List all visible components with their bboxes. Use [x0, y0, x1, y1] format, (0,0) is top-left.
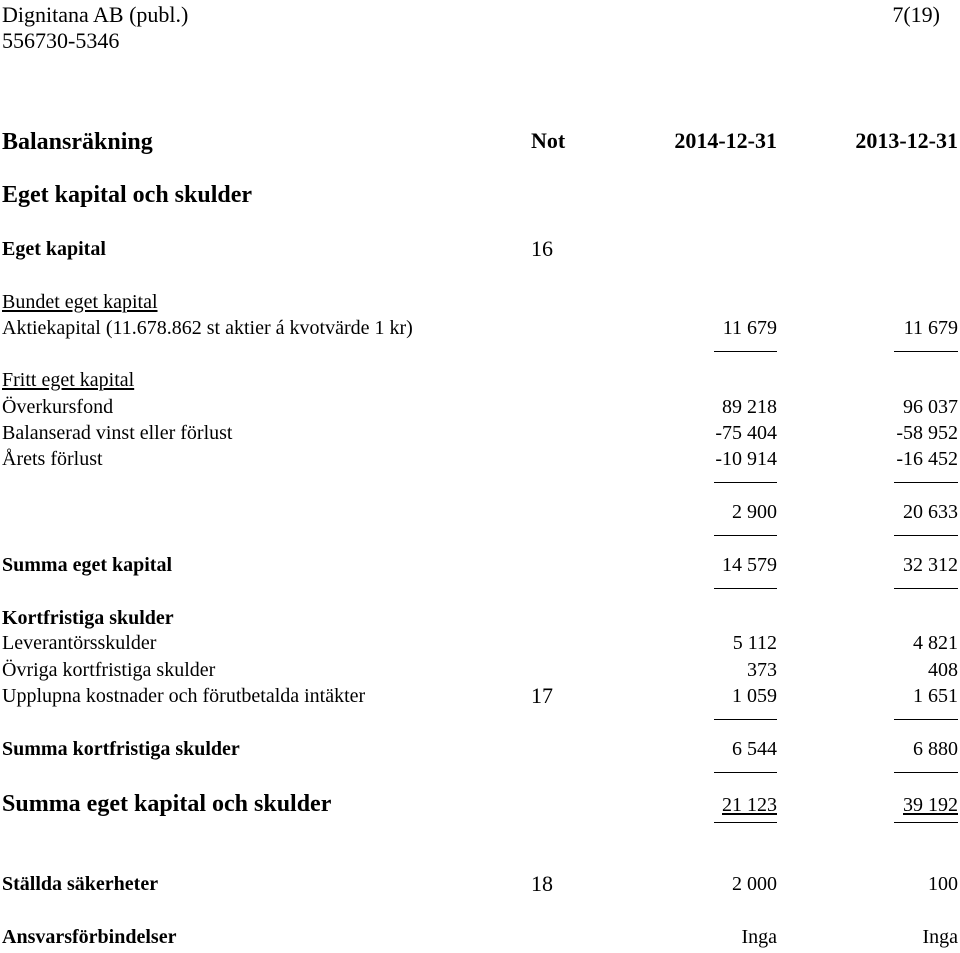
rule-2013: [894, 588, 958, 589]
share-premium-label: Överkursfond: [2, 396, 114, 418]
restricted-equity-label: Bundet eget kapital: [2, 291, 158, 313]
double-rule-2013: [894, 822, 958, 823]
accrued-expenses-2014: 1 059: [732, 685, 777, 707]
rule-2014: [714, 351, 777, 352]
rule-2013: [894, 482, 958, 483]
page-number: 7(19): [892, 2, 940, 27]
retained-earnings-label: Balanserad vinst eller förlust: [2, 422, 233, 444]
contingent-liabilities-label: Ansvarsförbindelser: [2, 926, 177, 948]
suppliers-2013: 4 821: [913, 632, 958, 654]
other-liabilities-label: Övriga kortfristiga skulder: [2, 659, 216, 681]
accrued-expenses-note: 17: [531, 683, 553, 708]
other-liabilities-2014: 373: [747, 659, 777, 681]
equity-label: Eget kapital: [2, 238, 106, 260]
accrued-expenses-label: Upplupna kostnader och förutbetalda intäkter: [2, 685, 366, 707]
rule-2013: [894, 719, 958, 720]
total-equity-2013: 32 312: [903, 554, 958, 576]
contingent-liabilities-2014: Inga: [741, 926, 777, 948]
double-rule-2014: [714, 822, 777, 823]
rule-2013: [894, 351, 958, 352]
total-short-term-label: Summa kortfristiga skulder: [2, 738, 240, 760]
share-capital-label: Aktiekapital (11.678.862 st aktier á kvotvärde 1 kr): [2, 317, 413, 339]
total-equity-label: Summa eget kapital: [2, 554, 172, 576]
rule-2014: [714, 535, 777, 536]
equity-note: 16: [531, 236, 553, 261]
page-title: Balansräkning: [2, 129, 153, 155]
year-loss-label: Årets förlust: [2, 448, 103, 470]
free-equity-label: Fritt eget kapital: [2, 369, 135, 391]
rule-2014: [714, 772, 777, 773]
note-column-header: Not: [531, 128, 566, 153]
share-capital-2013: 11 679: [903, 317, 958, 339]
section-title: Eget kapital och skulder: [2, 182, 253, 208]
retained-earnings-2014: -75 404: [715, 422, 777, 444]
total-short-term-2013: 6 880: [913, 738, 958, 760]
rule-2013: [894, 772, 958, 773]
free-equity-total-2014: 2 900: [732, 501, 777, 523]
year-loss-2014: -10 914: [715, 448, 777, 470]
rule-2013: [894, 535, 958, 536]
other-liabilities-2013: 408: [928, 659, 958, 681]
share-premium-2014: 89 218: [722, 396, 777, 418]
pledged-assets-label: Ställda säkerheter: [2, 873, 159, 895]
suppliers-label: Leverantörsskulder: [2, 632, 157, 654]
free-equity-total-2013: 20 633: [903, 501, 958, 523]
company-name: Dignitana AB (publ.): [2, 2, 189, 27]
total-short-term-2014: 6 544: [732, 738, 777, 760]
share-premium-2013: 96 037: [903, 396, 958, 418]
pledged-assets-note: 18: [531, 871, 553, 896]
pledged-assets-2014: 2 000: [732, 873, 777, 895]
retained-earnings-2013: -58 952: [896, 422, 958, 444]
rule-2014: [714, 588, 777, 589]
grand-total-label: Summa eget kapital och skulder: [2, 791, 332, 817]
org-number: 556730-5346: [2, 28, 120, 53]
rule-2014: [714, 719, 777, 720]
contingent-liabilities-2013: Inga: [922, 926, 958, 948]
share-capital-2014: 11 679: [722, 317, 777, 339]
column-header-2013: 2013-12-31: [855, 128, 958, 153]
suppliers-2014: 5 112: [732, 632, 777, 654]
grand-total-2014: 21 123: [722, 794, 777, 816]
pledged-assets-2013: 100: [928, 873, 958, 895]
column-header-2014: 2014-12-31: [674, 128, 777, 153]
year-loss-2013: -16 452: [896, 448, 958, 470]
grand-total-2013: 39 192: [903, 794, 958, 816]
total-equity-2014: 14 579: [722, 554, 777, 576]
accrued-expenses-2013: 1 651: [913, 685, 958, 707]
short-term-liabilities-label: Kortfristiga skulder: [2, 607, 174, 629]
rule-2014: [714, 482, 777, 483]
